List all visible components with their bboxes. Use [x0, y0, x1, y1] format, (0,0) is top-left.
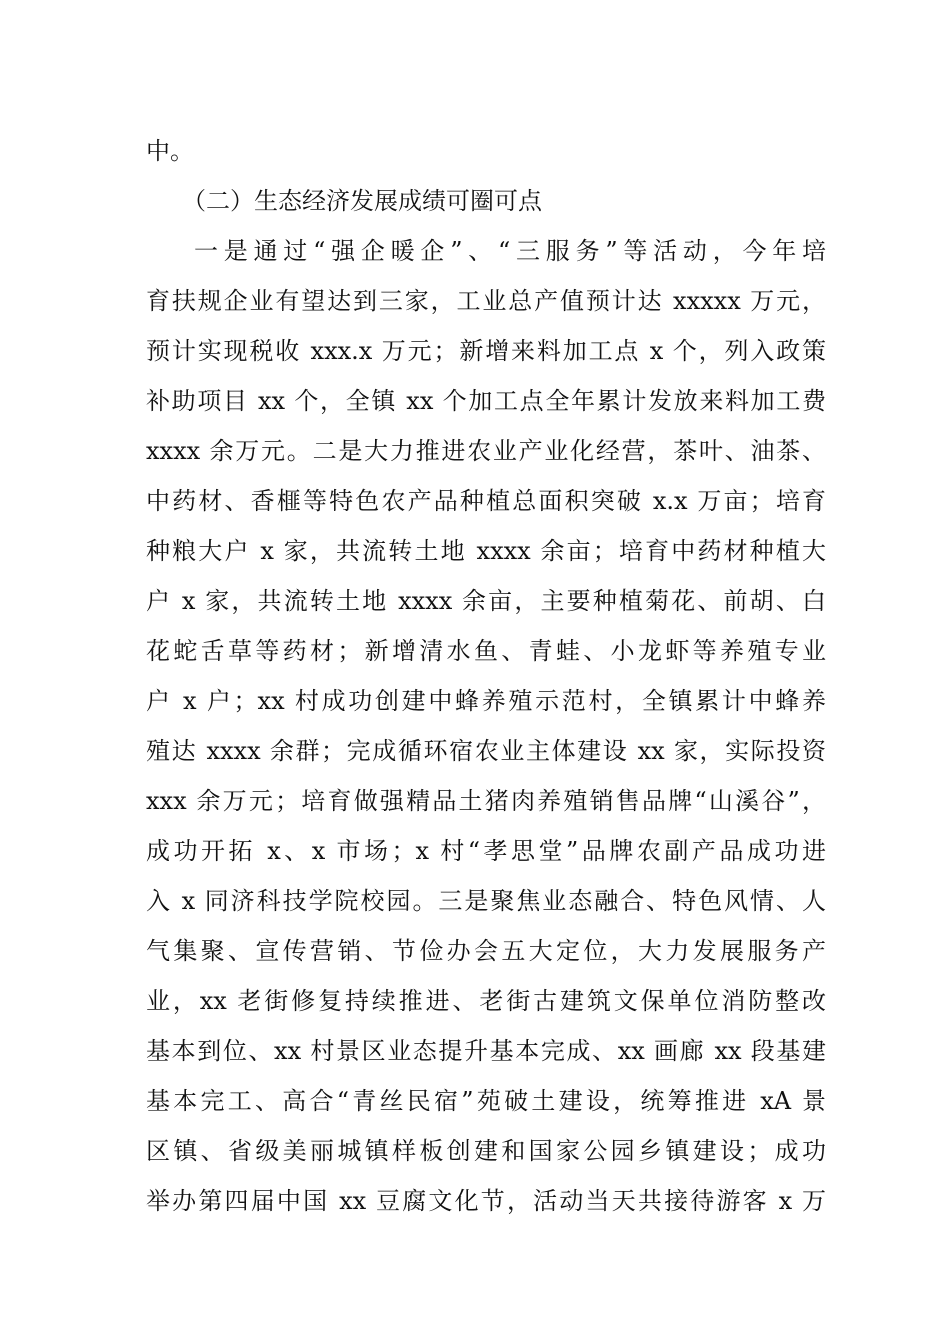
paragraph-line: xxxx 余万元。二是大力推进农业产业化经营，茶叶、油茶、 [146, 437, 826, 465]
paragraph-line: 举办第四届中国 xx 豆腐文化节，活动当天共接待游客 x 万 [146, 1187, 826, 1215]
paragraph-line: 基本到位、xx 村景区业态提升基本完成、xx 画廊 xx 段基建 [146, 1037, 826, 1065]
paragraph-line: 预计实现税收 xxx.x 万元；新增来料加工点 x 个，列入政策 [146, 337, 826, 365]
paragraph-line: 户 x 户；xx 村成功创建中蜂养殖示范村，全镇累计中蜂养 [146, 687, 826, 715]
paragraph-line: 育扶规企业有望达到三家，工业总产值预计达 xxxxx 万元， [146, 287, 826, 315]
paragraph-line: 业，xx 老街修复持续推进、老街古建筑文保单位消防整改 [146, 987, 826, 1015]
paragraph-line: 种粮大户 x 家，共流转土地 xxxx 余亩；培育中药材种植大 [146, 537, 826, 565]
paragraph-line: 中药材、香榧等特色农产品种植总面积突破 x.x 万亩；培育 [146, 487, 826, 515]
paragraph-line: 中。 [146, 137, 194, 165]
body-text [146, 126, 826, 1226]
paragraph-line: 花蛇舌草等药材；新增清水鱼、青蛙、小龙虾等养殖专业 [146, 637, 826, 665]
paragraph-line: 一是通过“强企暖企”、“三服务”等活动，今年培 [194, 237, 826, 265]
paragraph-line: xxx 余万元；培育做强精品土猪肉养殖销售品牌“山溪谷”， [146, 787, 826, 815]
paragraph-line: 基本完工、高合“青丝民宿”苑破土建设，统筹推进 xA 景 [146, 1087, 826, 1115]
paragraph-line: 户 x 家，共流转土地 xxxx 余亩，主要种植菊花、前胡、白 [146, 587, 826, 615]
paragraph-line: 区镇、省级美丽城镇样板创建和国家公园乡镇建设；成功 [146, 1137, 826, 1165]
paragraph-line: 殖达 xxxx 余群；完成循环宿农业主体建设 xx 家，实际投资 [146, 737, 826, 765]
paragraph-line: 气集聚、宣传营销、节俭办会五大定位，大力发展服务产 [146, 937, 826, 965]
paragraph-line: 入 x 同济科技学院校园。三是聚焦业态融合、特色风情、人 [146, 887, 826, 915]
section-heading: （二）生态经济发展成绩可圈可点 [182, 187, 542, 215]
paragraph-line: 补助项目 xx 个，全镇 xx 个加工点全年累计发放来料加工费 [146, 387, 826, 415]
paragraph-line: 成功开拓 x、x 市场；x 村“孝思堂”品牌农副产品成功进 [146, 837, 826, 865]
